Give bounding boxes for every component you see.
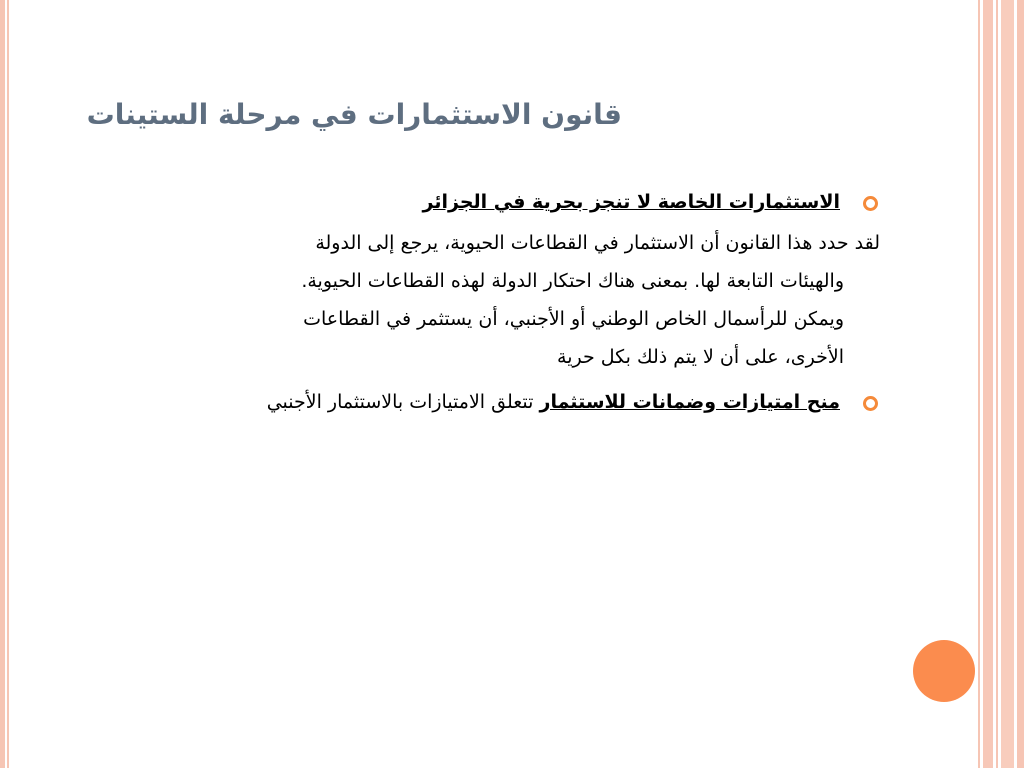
slide-title: قانون الاستثمارات في مرحلة الستينات: [86, 98, 622, 131]
right-border-band: [1017, 0, 1024, 768]
bullet-heading: منح امتيازات وضمانات للاستثمار: [539, 391, 840, 413]
bullet-icon: [863, 396, 878, 411]
paragraph-line: ويمكن للرأسمال الخاص الوطني أو الأجنبي، أن يستثمر في القطاعات: [303, 308, 844, 330]
bullet-item-2: [78, 382, 884, 422]
paragraph: [78, 224, 884, 376]
decorative-circle: [913, 640, 975, 702]
bullet-heading: الاستثمارات الخاصة لا تنجز بحرية في الجزائر: [422, 191, 840, 213]
slide-content: [78, 182, 884, 422]
paragraph-line: الأخرى، على أن لا يتم ذلك بكل حرية: [557, 346, 844, 368]
right-border-band: [983, 0, 993, 768]
right-border-line: [978, 0, 980, 768]
paragraph-line: لقد حدد هذا القانون أن الاستثمار في القطاعات الحيوية، يرجع إلى الدولة: [315, 232, 880, 254]
bullet-icon: [863, 196, 878, 211]
bullet-item-1: [78, 182, 884, 222]
paragraph-line: والهيئات التابعة لها. بمعنى هناك احتكار الدولة لهذه القطاعات الحيوية.: [301, 270, 844, 292]
right-border-band: [1001, 0, 1014, 768]
bullet-text: تتعلق الامتيازات بالاستثمار الأجنبي: [266, 391, 534, 413]
left-border-line: [7, 0, 9, 768]
left-border-band: [0, 0, 5, 768]
right-border-line: [996, 0, 998, 768]
